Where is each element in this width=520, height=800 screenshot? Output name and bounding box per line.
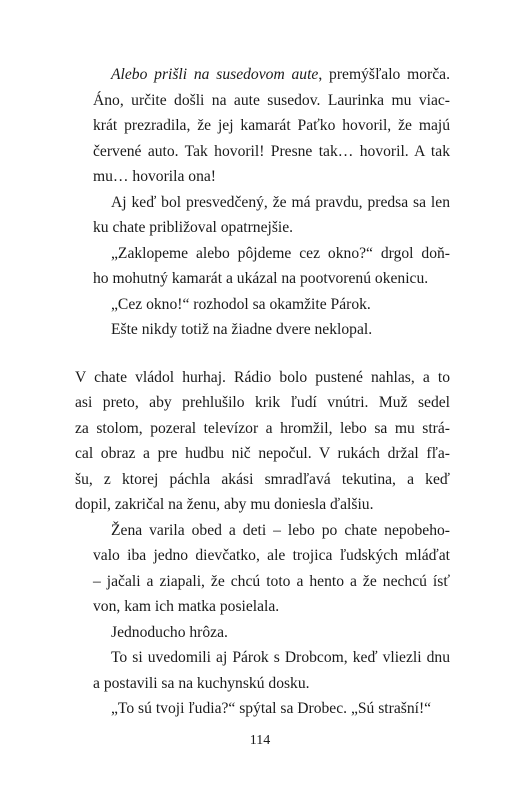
text-line: krát prezradila, že jej kamarát Paťko hovoril, že majú [93, 117, 450, 134]
text-line: valo iba jedno dievčatko, ale trojica ľudských mláďat [93, 547, 450, 564]
text-line: červené auto. Tak hovoril! Presne tak… hovoril. A tak [93, 142, 450, 160]
text-line: dopil, zakričal na ženu, aby mu doniesla ďalšiu. [75, 496, 374, 513]
text-line: Aj keď bol presvedčený, že má pravdu, predsa sa len [111, 193, 450, 211]
text-line: mu… hovorila ona! [93, 168, 216, 185]
paragraph [75, 518, 450, 620]
page-body [75, 62, 450, 722]
text-line: To si uvedomili aj Párok s Drobcom, keď vliezli dnu [111, 649, 450, 666]
text-line: V chate vládol hurhaj. Rádio bolo pustené nahlas, a to [75, 368, 450, 386]
text-line: za stolom, pozeral televízor a hromžil, lebo sa mu strá- [75, 419, 450, 437]
paragraph [75, 292, 450, 318]
paragraph [75, 241, 450, 292]
text-line: von, kam ich matka posielala. [93, 598, 280, 615]
paragraph [75, 365, 450, 518]
text-line: Alebo prišli na susedovom aute, premýšľalo morča. [111, 66, 450, 83]
paragraph [75, 645, 450, 696]
text-line: Žena varila obed a deti – lebo po chate nepobeho- [111, 521, 450, 539]
text-line: Ešte nikdy totiž na žiadne dvere neklopal. [111, 321, 373, 338]
paragraph [75, 696, 450, 722]
text-line: Áno, určite došli na aute susedov. Laurinka mu viac- [93, 91, 450, 109]
text-line: šu, z ktorej páchla akási smradľavá tekutina, a keď [75, 470, 450, 488]
text-line: Jednoducho hrôza. [111, 623, 228, 641]
text-line: „To sú tvoji ľudia?“ spýtal sa Drobec. „Sú strašní!“ [111, 700, 432, 717]
text-line: „Cez okno!“ rozhodol sa okamžite Párok. [111, 295, 371, 313]
section-break [75, 343, 450, 365]
italic-phrase: Alebo prišli na susedovom aute [111, 66, 319, 83]
text-line: ku chate približoval opatrnejšie. [93, 219, 294, 236]
text-line: „Zaklopeme alebo pôjdeme cez okno?“ drgol doň- [111, 244, 450, 262]
paragraph [75, 620, 450, 646]
text-line: cal obraz a pre hudbu nič nepočul. V rukách držal fľa- [75, 445, 450, 462]
paragraph [75, 317, 450, 343]
text-line: a postavili sa na kuchynskú dosku. [93, 674, 310, 692]
paragraph [75, 190, 450, 241]
text-line: asi preto, aby prehlušilo krik ľudí vnútri. Muž sedel [75, 394, 450, 411]
text-line: – jačali a ziapali, že chcú toto a hento a že nechcú ísť [93, 572, 450, 590]
paragraph [75, 62, 450, 190]
page-number: 114 [249, 733, 271, 748]
text-line: ho mohutný kamarát a ukázal na pootvorenú okenicu. [93, 270, 429, 287]
